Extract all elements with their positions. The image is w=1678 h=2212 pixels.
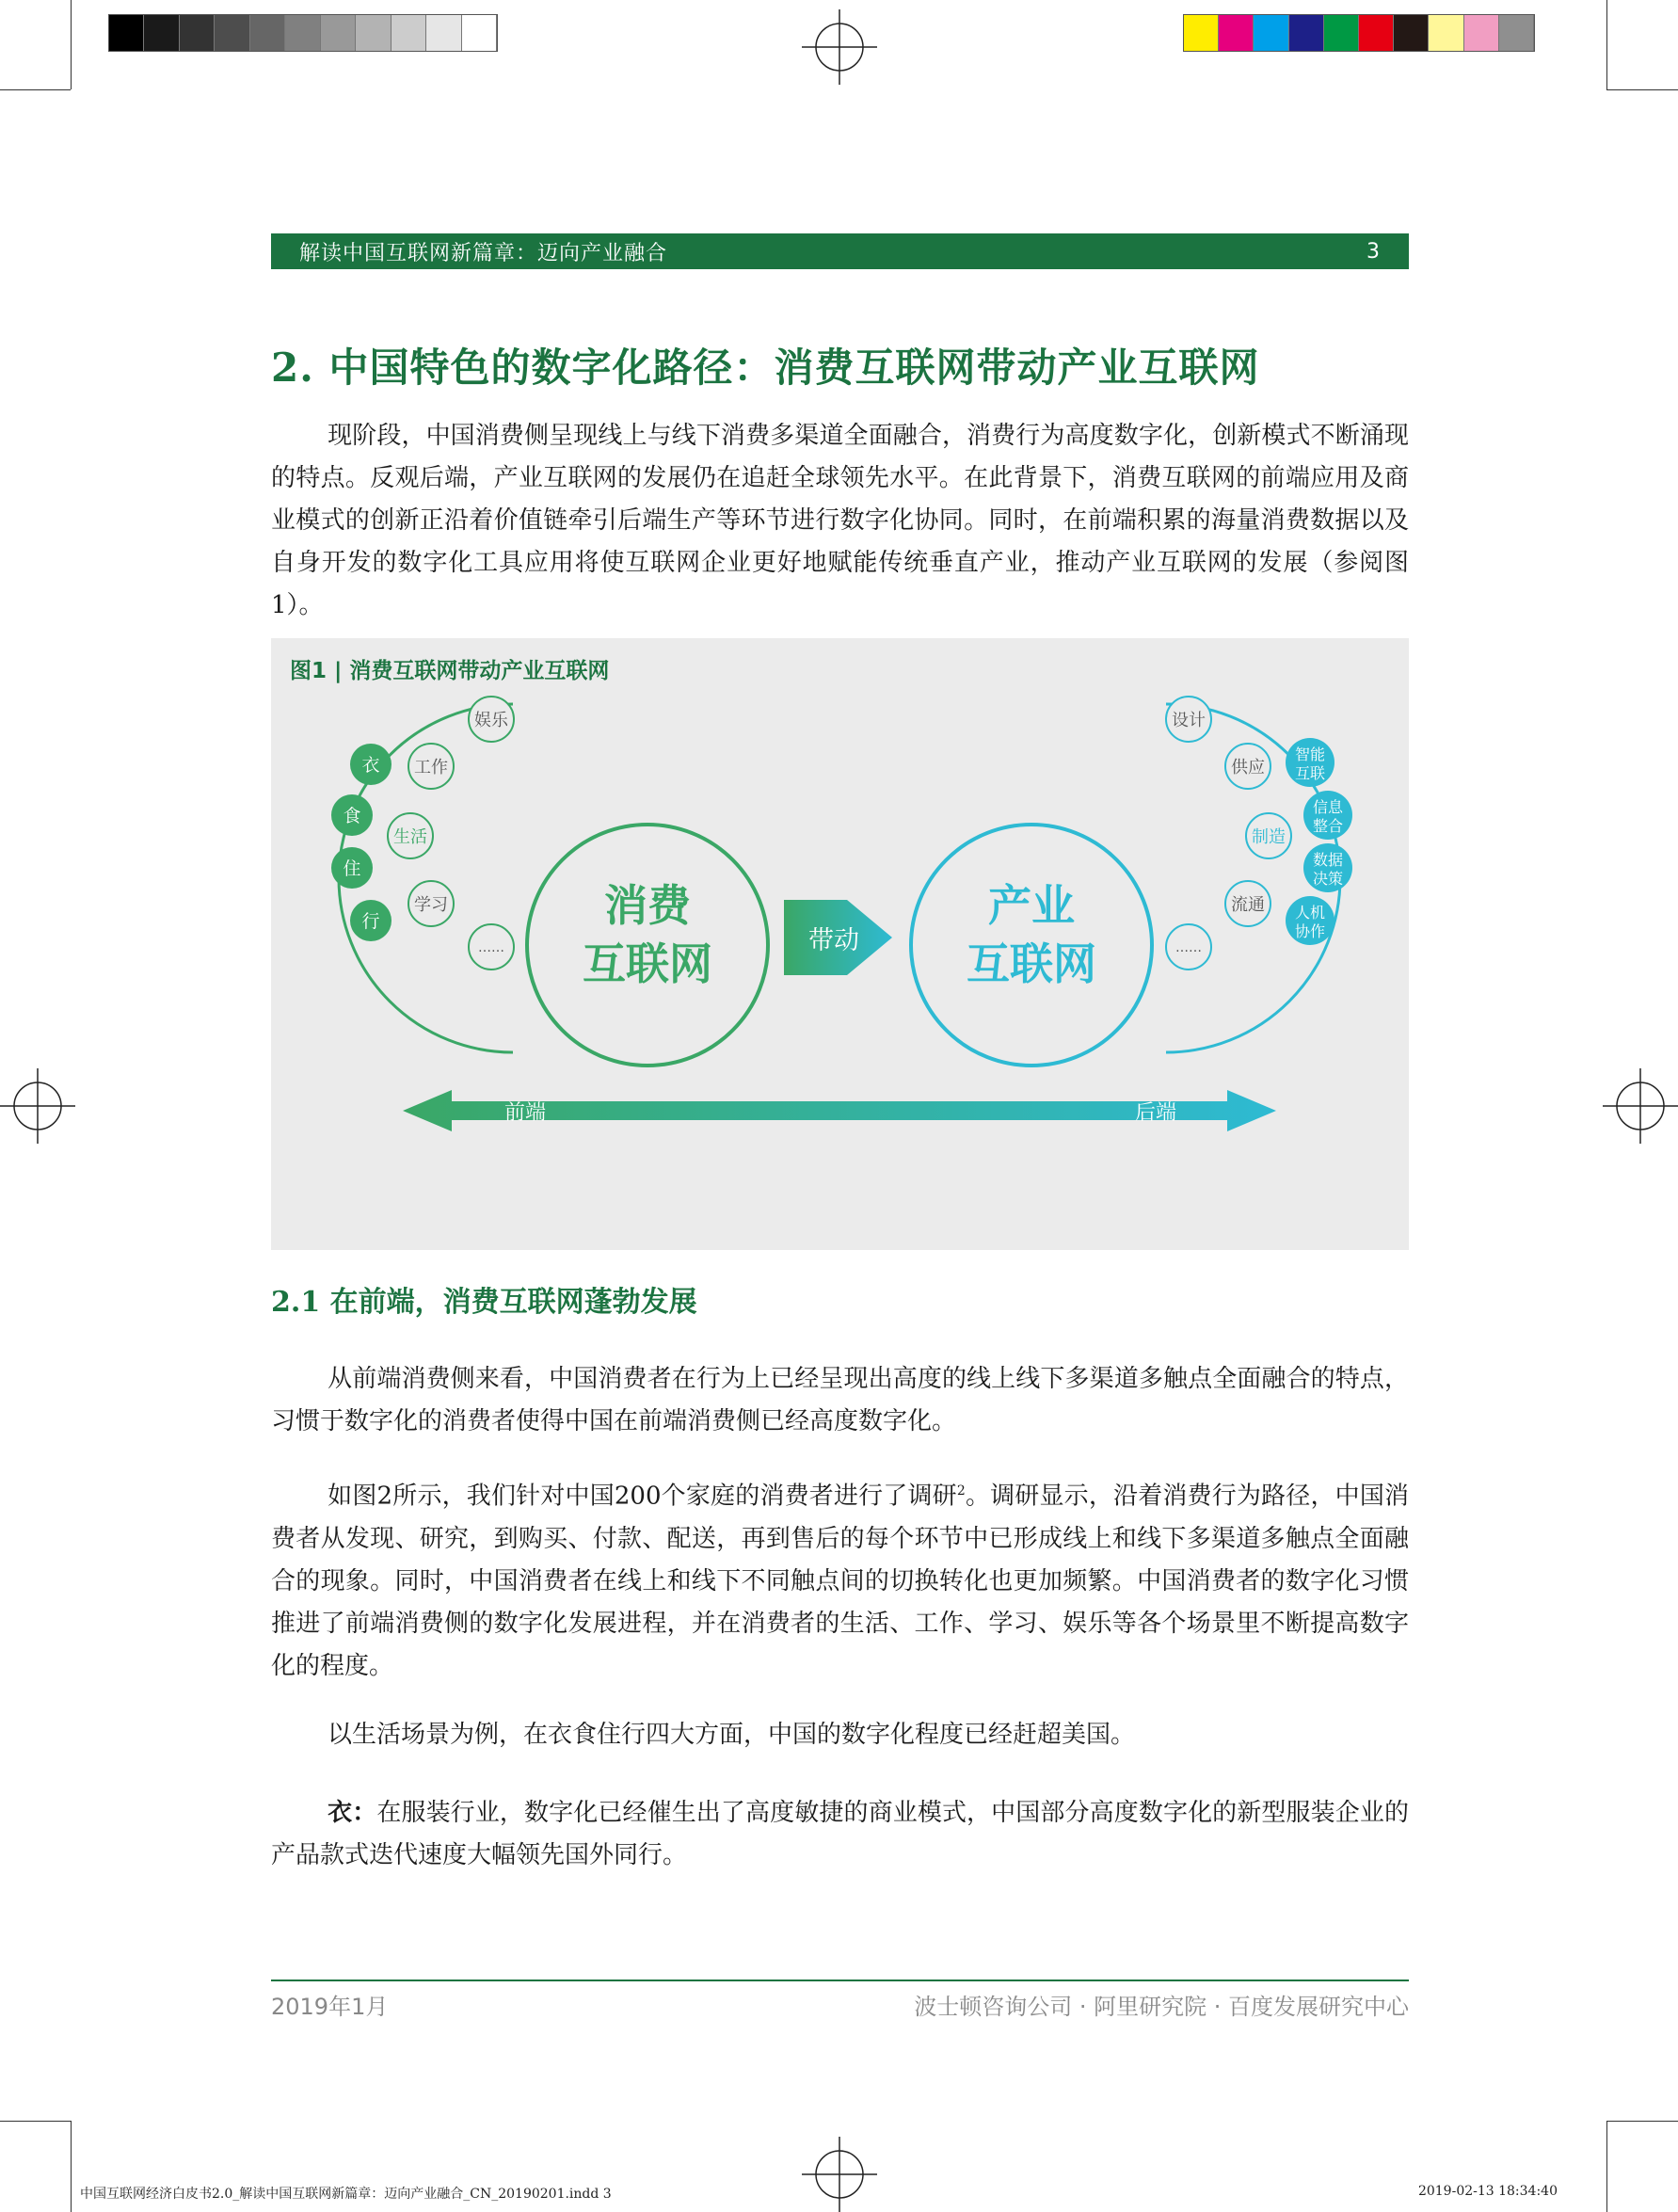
consumer-node-study (408, 881, 454, 926)
registration-mark-left (0, 1068, 75, 1144)
consumer-circle-line1: 消费 (604, 880, 691, 931)
industry-node-design (1166, 697, 1211, 742)
crop-mark (1606, 0, 1607, 89)
registration-mark-top (802, 9, 877, 85)
color-swatch (1289, 15, 1324, 51)
svg-text:娱乐: 娱乐 (474, 711, 508, 730)
color-swatch (144, 15, 179, 51)
clothing-label: 衣： (328, 1799, 377, 1827)
capability-info-integration (1303, 791, 1352, 840)
color-swatch (392, 15, 426, 51)
figure-diagram (271, 638, 1409, 1250)
drive-arrow-label: 带动 (808, 926, 859, 955)
color-swatch (285, 15, 320, 51)
basic-transport (350, 900, 392, 941)
running-header (271, 233, 1409, 269)
color-swatch (250, 15, 285, 51)
industry-node-circulation (1225, 881, 1270, 926)
color-swatch (426, 15, 461, 51)
basic-clothing (350, 744, 392, 785)
consumer-node-more (469, 924, 514, 970)
basic-housing (331, 847, 373, 889)
svg-text:生活: 生活 (393, 827, 427, 847)
basic-food (331, 794, 373, 836)
header-title: 解读中国互联网新篇章：迈向产业融合 (299, 241, 668, 265)
svg-text:……: …… (1175, 940, 1202, 955)
color-swatch (1394, 15, 1429, 51)
registration-mark-right (1603, 1068, 1678, 1144)
svg-text:人机: 人机 (1294, 904, 1326, 922)
industry-circle-line2: 互联网 (967, 938, 1096, 989)
industry-node-more (1166, 924, 1211, 970)
svg-text:学习: 学习 (414, 895, 448, 915)
color-swatch (1219, 15, 1254, 51)
svg-text:整合: 整合 (1312, 817, 1344, 835)
body-paragraph-2: 如图2所示，我们针对中国200个家庭的消费者进行了调研$^2$。调研显示，沿着消费行为路径，中国消费者从发现、研究，到购买、付款、配送，再到售后的每个环节中已形成线上和线下多渠道多触点全面融合的现象。同时，中国消费者在线上和线下不同触点间的切换转化也更加频繁。中国消费者的数字化习惯推进了前端消费侧的数字化发展进程，并在消费者的生活、工作、学习、娱乐等各个场景里不断提高数字化的程度。 (271, 1482, 1409, 1680)
subsection-title: 2.1 在前端，消费互联网蓬勃发展 (271, 1286, 697, 1319)
color-swatch (356, 15, 391, 51)
svg-text:智能: 智能 (1294, 745, 1326, 763)
svg-text:……: …… (478, 940, 504, 955)
body-paragraph-4: 衣：在服装行业，数字化已经催生出了高度敏捷的商业模式，中国部分高度数字化的新型服装企业的产品款式迭代速度大幅领先国外同行。 (271, 1799, 1409, 1869)
svg-text:设计: 设计 (1172, 711, 1206, 730)
footer-publishers: 波士顿咨询公司 · 阿里研究院 · 百度发展研究中心 (914, 1994, 1409, 2020)
color-swatch (1254, 15, 1288, 51)
color-swatch (1464, 15, 1499, 51)
figure-title: 图1 | 消费互联网带动产业互联网 (290, 659, 610, 683)
front-end-label: 前端 (503, 1101, 547, 1125)
capability-human-machine (1286, 896, 1334, 945)
consumer-node-work (408, 744, 454, 789)
page-number: 3 (1366, 239, 1381, 264)
crop-mark (1606, 2121, 1607, 2212)
svg-text:住: 住 (343, 858, 361, 879)
capability-data-decision (1303, 843, 1352, 892)
crop-mark (71, 2121, 72, 2212)
consumer-circle-line2: 互联网 (583, 938, 712, 989)
footer-rule (271, 1980, 1409, 1981)
svg-text:制造: 制造 (1252, 827, 1286, 847)
color-swatch (1184, 15, 1219, 51)
svg-text:供应: 供应 (1231, 758, 1265, 777)
color-swatch (1324, 15, 1359, 51)
industry-circle-line1: 产业 (988, 880, 1075, 931)
svg-text:食: 食 (343, 806, 361, 826)
svg-text:工作: 工作 (414, 758, 448, 777)
industry-node-supply (1225, 744, 1270, 789)
color-swatch (462, 15, 497, 51)
svg-text:行: 行 (361, 911, 380, 932)
slug-file: 中国互联网经济白皮书2.0_解读中国互联网新篇章：迈向产业融合_CN_20190201.indd 3 (80, 2187, 612, 2202)
svg-text:信息: 信息 (1312, 798, 1344, 816)
footer-date: 2019年1月 (271, 1994, 389, 2020)
svg-text:流通: 流通 (1231, 895, 1265, 915)
footnote-ref: 2 (956, 1483, 966, 1499)
intro-paragraph: 现阶段，中国消费侧呈现线上与线下消费多渠道全面融合，消费行为高度数字化，创新模式不断涌现的特点。反观后端，产业互联网的发展仍在追赶全球领先水平。在此背景下，消费互联网的前端应用及商业模式的创新正沿着价值链牵引后端生产等环节进行数字化协同。同时，在前端积累的海量消费数据以及自身开发的数字化工具应用将使互联网企业更好地赋能传统垂直产业，推动产业互联网的发展（参阅图1）。 (271, 422, 1409, 619)
svg-text:衣: 衣 (361, 755, 380, 776)
color-swatch (1359, 15, 1394, 51)
crop-mark (1606, 2121, 1678, 2122)
body-paragraph-3: 以生活场景为例，在衣食住行四大方面，中国的数字化程度已经赶超美国。 (328, 1721, 1136, 1749)
crop-mark (0, 2121, 71, 2122)
body-paragraph-1: 从前端消费侧来看，中国消费者在行为上已经呈现出高度的线上线下多渠道多触点全面融合的特点，习惯于数字化的消费者使得中国在前端消费侧已经高度数字化。 (271, 1365, 1409, 1435)
color-swatch (321, 15, 356, 51)
industry-node-manufacture (1246, 813, 1291, 858)
svg-text:数据: 数据 (1312, 851, 1344, 869)
section-title: 2. 中国特色的数字化路径：消费互联网带动产业互联网 (271, 345, 1260, 391)
color-swatch (180, 15, 215, 51)
crop-mark (71, 0, 72, 89)
figure-1 (271, 638, 1409, 1250)
crop-mark (0, 89, 71, 90)
svg-text:协作: 协作 (1294, 922, 1326, 940)
registration-mark-bottom (802, 2137, 877, 2212)
color-swatch (1499, 15, 1534, 51)
slug-timestamp: 2019-02-13 18:34:40 (1417, 2184, 1558, 2199)
color-swatch (1429, 15, 1463, 51)
crop-mark (1606, 89, 1678, 90)
back-end-label: 后端 (1134, 1101, 1177, 1125)
gray-color-bar (108, 14, 498, 52)
svg-text:决策: 决策 (1312, 870, 1344, 888)
consumer-node-entertainment (469, 697, 514, 742)
consumer-node-life (388, 813, 433, 858)
color-swatch (109, 15, 144, 51)
color-swatch (215, 15, 249, 51)
capability-smart-connect (1286, 738, 1334, 787)
svg-text:互联: 互联 (1294, 764, 1326, 782)
process-color-bar (1183, 14, 1535, 52)
